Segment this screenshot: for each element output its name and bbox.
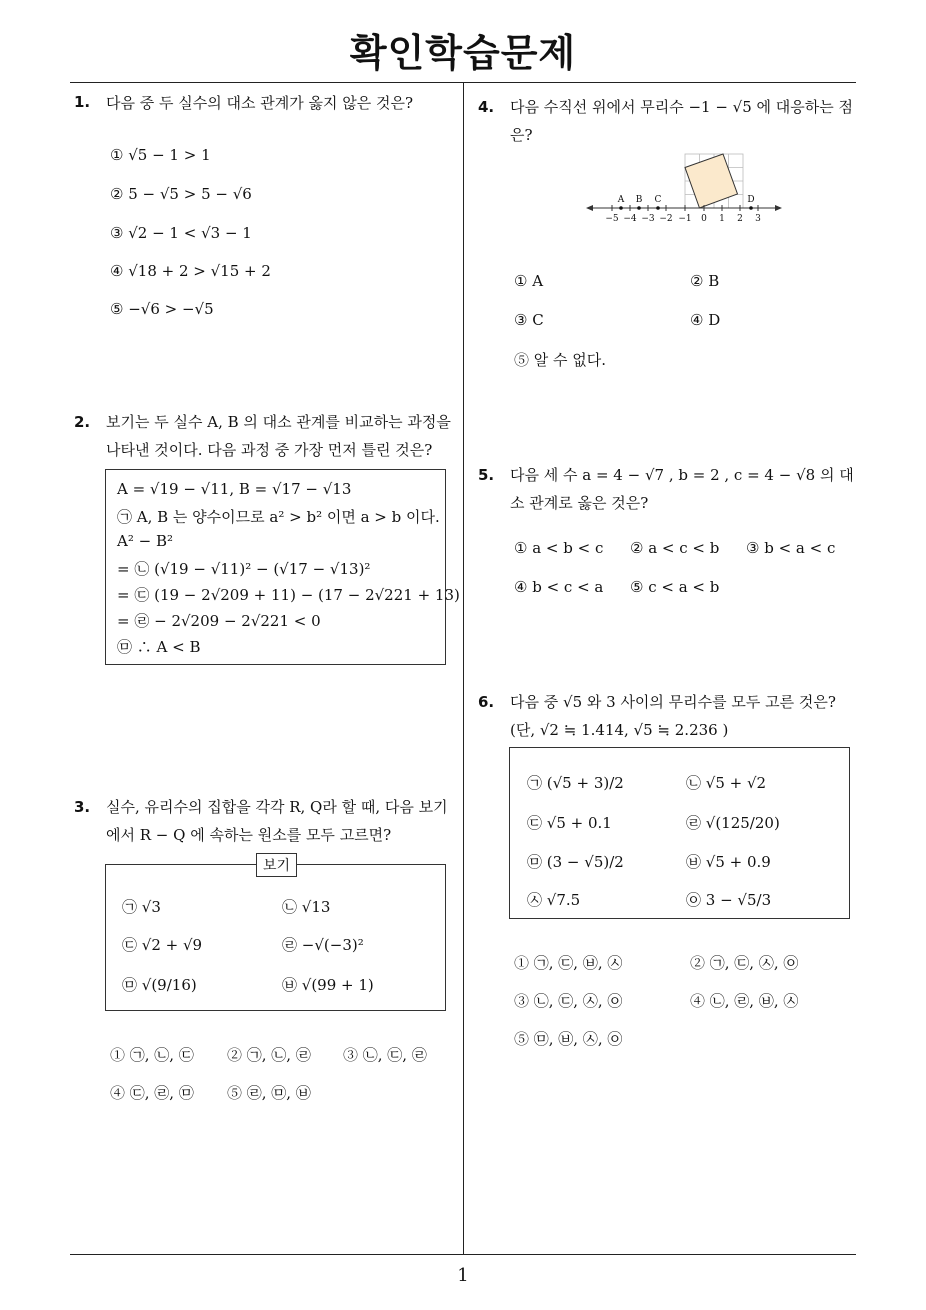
option-3[interactable]: ③ ㉡, ㉢, ㉦, ㉧: [514, 992, 623, 1010]
option-4[interactable]: ④ D: [690, 311, 721, 329]
tick-label: 2: [737, 214, 743, 224]
point-label: C: [654, 195, 662, 205]
choice-item: ㉠ (√5 + 3)/2: [527, 774, 624, 792]
box-line: A² − B²: [117, 532, 173, 550]
point-label: D: [747, 195, 755, 205]
question-number: 6.: [478, 693, 495, 711]
box-line: ㉤ ∴ A < B: [117, 638, 201, 656]
option-5[interactable]: ⑤ 알 수 없다.: [514, 351, 607, 369]
box-line: A = √19 − √11, B = √17 − √13: [117, 480, 352, 498]
choice-item: ㉥ √5 + 0.9: [686, 853, 771, 871]
choice-item: ㉣ √(125/20): [686, 814, 780, 832]
box-line: = ㉡ (√19 − √11)² − (√17 − √13)²: [117, 560, 371, 578]
question-text: 보기는 두 실수 A, B 의 대소 관계를 비교하는 과정을 나타낸 것이다. 다음 과정 중 가장 먼저 틀린 것은?: [106, 413, 451, 459]
option-2[interactable]: ② B: [690, 272, 720, 290]
question-number: 5.: [478, 466, 495, 484]
option-2[interactable]: ② 5 − √5 > 5 − √6: [110, 185, 252, 203]
option-2[interactable]: ② a < c < b: [630, 539, 720, 557]
page-title: 확인학습문제: [349, 31, 577, 75]
option-5[interactable]: ⑤ ㉤, ㉥, ㉦, ㉧: [514, 1030, 623, 1048]
option-4[interactable]: ④ b < c < a: [514, 578, 604, 596]
option-5[interactable]: ⑤ ㉣, ㉤, ㉥: [227, 1084, 311, 1102]
option-4[interactable]: ④ √18 + 2 > √15 + 2: [110, 262, 271, 280]
page-number: 1: [457, 1265, 469, 1286]
option-3[interactable]: ③ ㉡, ㉢, ㉣: [343, 1046, 427, 1064]
point-d-marker: [749, 206, 753, 210]
point-label: A: [617, 195, 625, 205]
choice-item: ㉦ √7.5: [527, 891, 581, 909]
tick-label: −3: [641, 214, 655, 224]
question-text: 다음 중 √5 와 3 사이의 무리수를 모두 고른 것은?(단, √2 ≒ 1.414, √5 ≒ 2.236 ): [510, 693, 836, 739]
bogi-item: ㉢ √2 + √9: [122, 936, 203, 954]
option-4[interactable]: ④ ㉢, ㉣, ㉤: [110, 1084, 194, 1102]
tick-label: 0: [701, 214, 707, 224]
option-1[interactable]: ① ㉠, ㉢, ㉥, ㉦: [514, 954, 623, 972]
option-5[interactable]: ⑤ −√6 > −√5: [110, 300, 214, 318]
box-line: = ㉢ (19 − 2√209 + 11) − (17 − 2√221 + 13): [117, 586, 460, 604]
point-c-marker: [656, 206, 660, 210]
bogi-item: ㉤ √(9/16): [122, 976, 197, 994]
bogi-item: ㉠ √3: [122, 898, 161, 916]
option-3[interactable]: ③ √2 − 1 < √3 − 1: [110, 224, 252, 242]
bogi-item: ㉥ √(99 + 1): [282, 976, 374, 994]
tick-label: 1: [719, 214, 725, 224]
option-3[interactable]: ③ C: [514, 311, 544, 329]
question-text: 다음 중 두 실수의 대소 관계가 옳지 않은 것은?: [106, 94, 414, 112]
tick-label: −2: [659, 214, 673, 224]
option-2[interactable]: ② ㉠, ㉢, ㉦, ㉧: [690, 954, 799, 972]
option-1[interactable]: ① A: [514, 272, 544, 290]
choice-item: ㉤ (3 − √5)/2: [527, 853, 624, 871]
box-line: ㉠ A, B 는 양수이므로 a² > b² 이면 a > b 이다.: [117, 508, 440, 526]
question-number: 2.: [74, 413, 91, 431]
option-2[interactable]: ② ㉠, ㉡, ㉣: [227, 1046, 311, 1064]
question-text: 다음 수직선 위에서 무리수 −1 − √5 에 대응하는 점은?: [510, 98, 854, 144]
option-1[interactable]: ① a < b < c: [514, 539, 604, 557]
question-number: 3.: [74, 798, 91, 816]
question-number: 4.: [478, 98, 495, 116]
tick-label: −5: [605, 214, 619, 224]
point-a-marker: [619, 206, 623, 210]
point-label: B: [635, 195, 643, 205]
choice-item: ㉢ √5 + 0.1: [527, 814, 612, 832]
tick-label: −1: [678, 214, 692, 224]
tilted-square: [685, 154, 738, 208]
bogi-item: ㉡ √13: [282, 898, 331, 916]
question-text: 다음 세 수 a = 4 − √7 , b = 2 , c = 4 − √8 의 대소 관계로 옳은 것은?: [510, 466, 854, 512]
question-text: 실수, 유리수의 집합을 각각 R, Q라 할 때, 다음 보기에서 R − Q 에 속하는 원소를 모두 고르면?: [106, 798, 448, 844]
bogi-item: ㉣ −√(−3)²: [282, 936, 364, 954]
choice-item: ㉡ √5 + √2: [686, 774, 767, 792]
tick-label: −4: [623, 214, 637, 224]
option-3[interactable]: ③ b < a < c: [746, 539, 836, 557]
point-b-marker: [637, 206, 641, 210]
option-5[interactable]: ⑤ c < a < b: [630, 578, 720, 596]
option-4[interactable]: ④ ㉡, ㉣, ㉥, ㉦: [690, 992, 799, 1010]
number-line-figure: [586, 150, 782, 226]
bottom-rule: [70, 1254, 856, 1255]
box-line: = ㉣ − 2√209 − 2√221 < 0: [117, 612, 321, 630]
question-number: 1.: [74, 93, 91, 111]
choice-item: ㉧ 3 − √5/3: [686, 891, 772, 909]
column-divider: [463, 82, 464, 1254]
bogi-label: 보기: [256, 853, 297, 877]
option-1[interactable]: ① ㉠, ㉡, ㉢: [110, 1046, 194, 1064]
tick-label: 3: [755, 214, 761, 224]
option-1[interactable]: ① √5 − 1 > 1: [110, 146, 211, 164]
